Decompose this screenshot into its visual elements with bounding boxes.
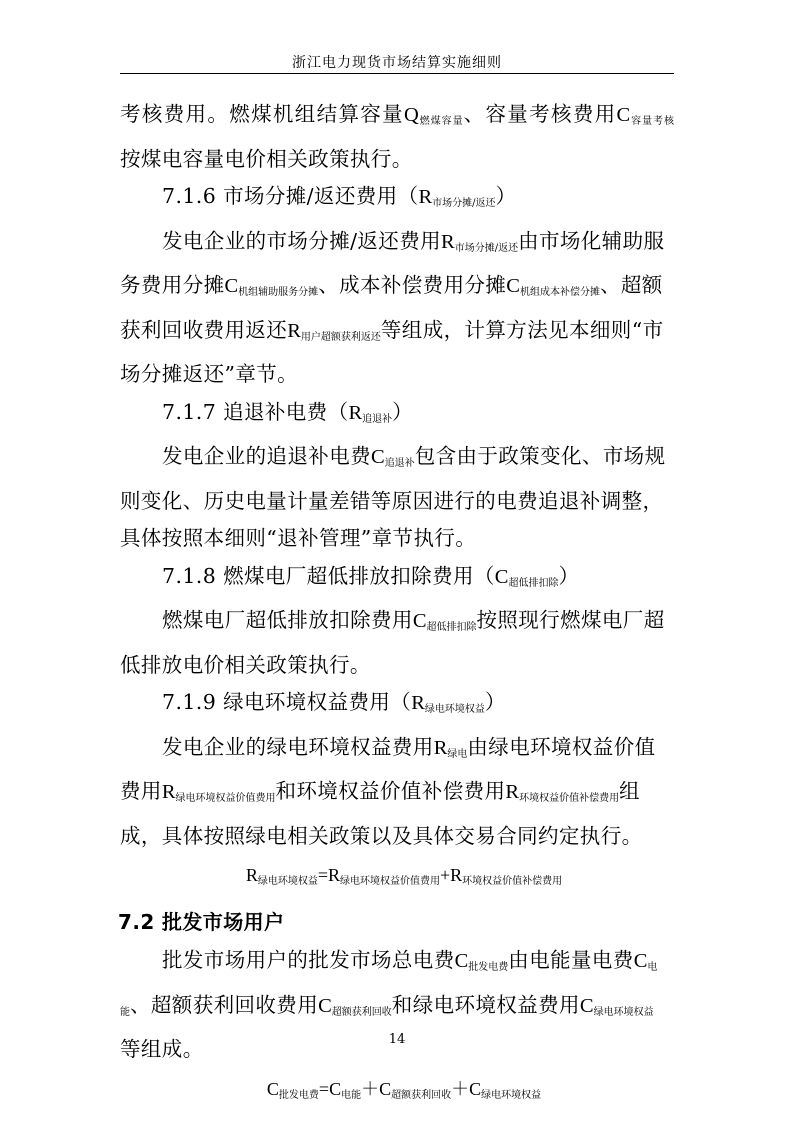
heading-7-1-9: 7.1.9 绿电环境权益费用（R绿电环境权益） — [162, 690, 506, 715]
section-heading-7-2: 7.2 批发市场用户 — [118, 910, 285, 934]
paragraph-ultra-low-emission: 燃煤电厂超低排放扣除费用C超低排扣除按照现行燃煤电厂超低排放电价相关政策执行。 — [120, 608, 665, 677]
heading-7-1-8: 7.1.8 燃煤电厂超低排放扣除费用（C超低排扣除） — [162, 563, 580, 589]
document-body — [120, 96, 674, 1116]
formula-green-power-rights: R绿电环境权益=R绿电环境权益价值费用+R环境权益价值补偿费用 — [245, 865, 563, 887]
heading-7-1-7: 7.1.7 追退补电费（R追退补） — [162, 399, 414, 425]
paragraph-capacity-assessment-end: 按煤电容量电价相关政策执行。 — [120, 146, 413, 171]
paragraph-market-apportion: 发电企业的市场分摊/返还费用R市场分摊/返还由市场化辅助服务费用分摊C机组辅助服务分摊、成本补偿费用分摊C机组成本补偿分摊、超额获利回收费用返还R用户超额获利返还等组成，计算方法见本细则“市场分摊返还”章节。 — [120, 228, 665, 386]
page-number: 14 — [388, 1032, 406, 1047]
page-header-title: 浙江电力现货市场结算实施细则 — [292, 55, 502, 71]
paragraph-green-power-rights: 发电企业的绿电环境权益费用R绿电由绿电环境权益价值费用R绿电环境权益价值费用和环境权益价值补偿费用R环境权益价值补偿费用组成，具体按照绿电相关政策以及具体交易合同约定执行。 — [120, 734, 656, 848]
paragraph-retroactive-charges: 发电企业的追退补电费C追退补包含由于政策变化、市场规则变化、历史电量计量差错等原因进行的电费追退补调整，具体按照本细则“退补管理”章节执行。 — [120, 444, 666, 550]
paragraph-capacity-assessment: 考核费用。燃煤机组结算容量Q燃煤容量、容量考核费用C容量考核 — [120, 102, 675, 127]
formula-wholesale-charges: C批发电费=C电能＋C超额获利回收＋C绿电环境权益 — [266, 1078, 542, 1101]
heading-7-1-6: 7.1.6 市场分摊/返还费用（R市场分摊/返还） — [162, 184, 517, 209]
paragraph-wholesale-users: 批发市场用户的批发市场总电费C批发电费由电能量电费C电能、超额获利回收费用C超额获利回收和绿电环境权益费用C绿电环境权益等组成。 — [120, 948, 658, 1061]
header-divider — [120, 73, 674, 74]
